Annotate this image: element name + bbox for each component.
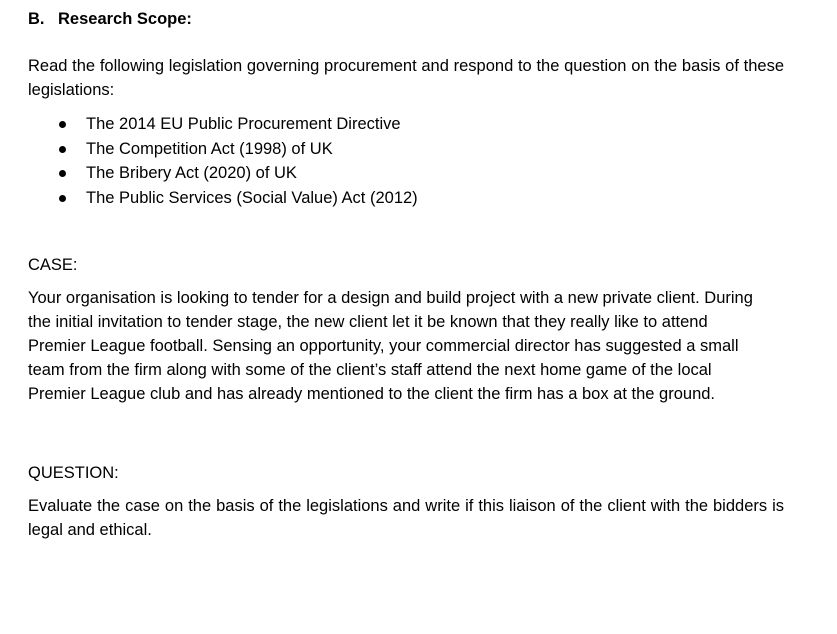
case-label: CASE: xyxy=(28,256,78,274)
bullet-icon xyxy=(59,170,66,177)
question-paragraph: Evaluate the case on the basis of the legislations and write if this liaison of the client with the bidders is legal and ethical. xyxy=(28,497,784,539)
legislation-list xyxy=(28,112,418,210)
section-title: Research Scope: xyxy=(58,10,192,28)
list-item xyxy=(28,137,418,162)
legislation-item: The Bribery Act (2020) of UK xyxy=(86,164,297,183)
bullet-icon xyxy=(59,146,66,153)
section-letter: B. xyxy=(28,10,45,28)
legislation-item: The Competition Act (1998) of UK xyxy=(86,139,333,158)
bullet-icon xyxy=(59,195,66,202)
legislation-item: The Public Services (Social Value) Act (2012) xyxy=(86,188,418,207)
list-item xyxy=(28,186,418,211)
bullet-icon xyxy=(59,121,66,128)
section-heading xyxy=(28,7,192,31)
intro-paragraph: Read the following legislation governing procurement and respond to the question on the basis of these legislations: xyxy=(28,57,784,99)
question-label: QUESTION: xyxy=(28,464,119,482)
list-item xyxy=(28,161,418,186)
legislation-item: The 2014 EU Public Procurement Directive xyxy=(86,115,401,133)
list-item xyxy=(28,112,418,137)
case-paragraph: Your organisation is looking to tender for a design and build project with a new private client. During the initial invitation to tender stage, the new client let it be known that they really like to attend Premier League football. Sensing an opportunity, your commercial director has suggested a small team from the firm along with some of the client’s staff attend the next home game of the local Premier League club and has already mentioned to the client the firm has a box at the ground. xyxy=(28,289,753,403)
